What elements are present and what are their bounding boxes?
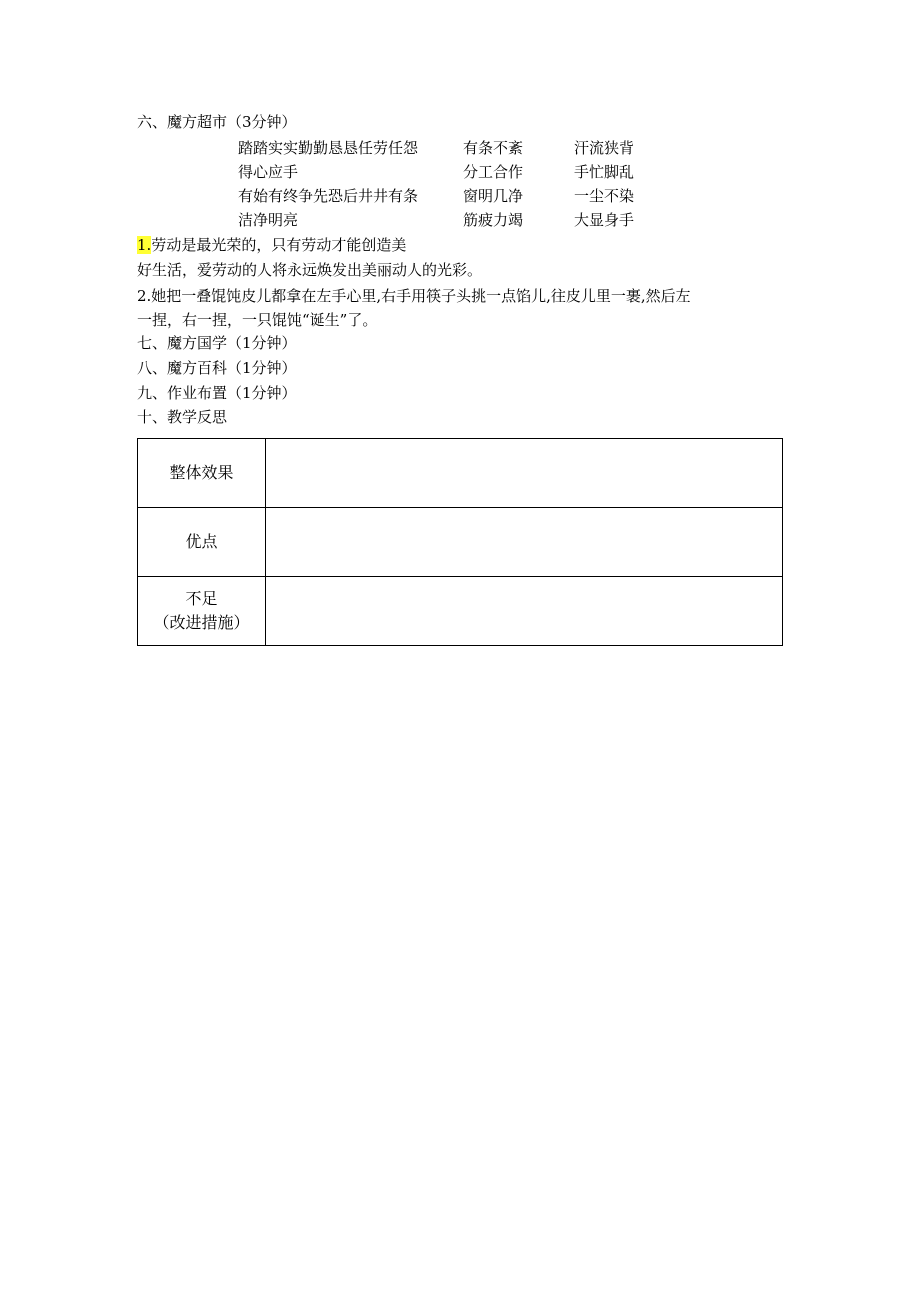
idiom-cell: 得心应手 bbox=[238, 163, 299, 181]
idiom-cell: 分工合作 bbox=[463, 163, 524, 181]
row-content-weaknesses bbox=[266, 577, 783, 646]
idiom-cell: 汗流狭背 bbox=[574, 139, 635, 157]
idiom-cell: 洁净明亮 bbox=[238, 211, 299, 229]
idiom-cell: 手忙脚乱 bbox=[574, 163, 635, 181]
section-8-heading: 八、魔方百科（1分钟） bbox=[137, 359, 297, 377]
section-10-heading: 十、教学反思 bbox=[137, 408, 228, 426]
answer-1-line-2: 好生活，爱劳动的人将永远焕发出美丽动人的光彩。 bbox=[137, 261, 483, 279]
row-label-overall-effect: 整体效果 bbox=[138, 439, 266, 508]
row-content-overall-effect bbox=[266, 439, 783, 508]
idiom-cell: 踏踏实实勤勤恳恳任劳任怨 bbox=[238, 139, 419, 157]
answer-2-line-1: 2.她把一叠馄饨皮儿都拿在左手心里,右手用筷子头挑一点馅儿,往皮儿里一裹,然后左 bbox=[137, 287, 691, 305]
section-7-heading: 七、魔方国学（1分钟） bbox=[137, 334, 297, 352]
idiom-cell: 有始有终争先恐后井井有条 bbox=[238, 187, 419, 205]
answer-1-line-1 bbox=[137, 235, 406, 255]
idiom-cell: 有条不紊 bbox=[463, 139, 524, 157]
idiom-cell: 一尘不染 bbox=[574, 187, 635, 205]
section-9-heading: 九、作业布置（1分钟） bbox=[137, 384, 297, 402]
idiom-cell: 窗明几净 bbox=[463, 187, 524, 205]
answer-1-text: 劳动是最光荣的，只有劳动才能创造美 bbox=[151, 236, 407, 254]
table-row bbox=[138, 508, 783, 577]
section-6-heading: 六、魔方超市（3分钟） bbox=[137, 113, 297, 131]
table-row bbox=[138, 577, 783, 646]
idiom-cell: 筋疲力竭 bbox=[463, 211, 524, 229]
row-label-weaknesses: 不足 （改进措施） bbox=[138, 577, 266, 646]
answer-2-line-2: 一捏，右一捏，一只馄饨“诞生”了。 bbox=[137, 311, 378, 329]
answer-1-number: 1. bbox=[137, 236, 152, 254]
row-content-strengths bbox=[266, 508, 783, 577]
row-label-strengths: 优点 bbox=[138, 508, 266, 577]
idiom-cell: 大显身手 bbox=[574, 211, 635, 229]
reflection-table bbox=[137, 438, 783, 646]
table-row bbox=[138, 439, 783, 508]
